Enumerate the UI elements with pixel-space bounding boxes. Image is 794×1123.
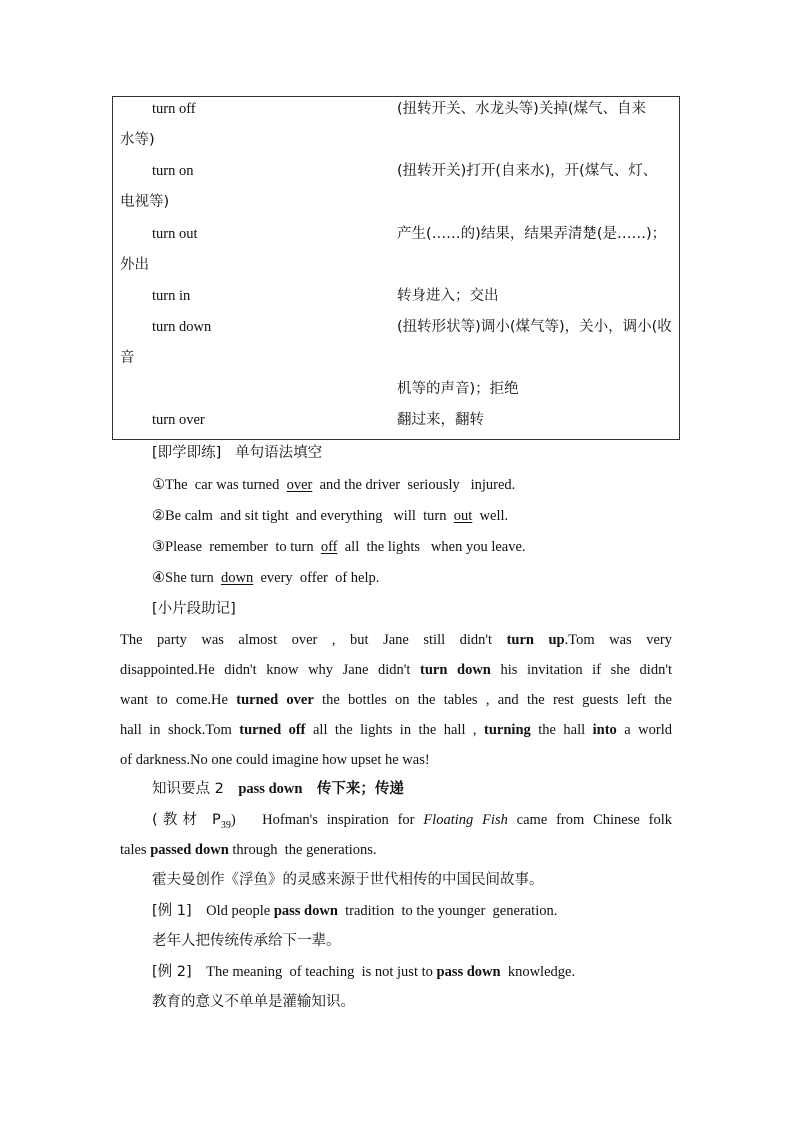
memory-line-4: [120, 720, 672, 740]
meaning-turn-over: 翻过来，翻转: [397, 412, 484, 428]
sentence-text: tales: [120, 842, 151, 858]
practice-answer: off: [320, 539, 338, 555]
memory-text: his invitation if she didn't: [490, 662, 672, 678]
phrase-turn-down: turn down: [152, 319, 212, 335]
point2-textbook-sentence: [152, 810, 672, 836]
example-1-translation: 老年人把传统传承给下一辈。: [152, 933, 341, 949]
practice-heading-tag: [即学即练]: [152, 445, 222, 461]
example-2: [152, 962, 575, 982]
practice-item-text: ④She turn: [152, 570, 221, 586]
practice-heading: [152, 443, 322, 463]
practice-item-text: ②Be calm and sit tight and everything will turn: [152, 508, 454, 524]
textbook-close: ): [230, 812, 236, 828]
phrase-turn-off: turn off: [152, 101, 196, 117]
phrase-turn-in: turn in: [152, 288, 191, 304]
sentence-text: through the generations.: [228, 842, 377, 858]
sentence-text: Hofman's inspiration for: [262, 812, 424, 828]
sentence-phrase: passed down: [150, 842, 229, 858]
practice-heading-text: 单句语法填空: [235, 445, 323, 461]
practice-item-text: every offer of help.: [253, 570, 380, 586]
point2-phrase: pass down: [238, 781, 303, 797]
phrase-turn-on: turn on: [152, 163, 194, 179]
memory-phrase: turn up: [506, 632, 565, 648]
practice-item-text: and the driver seriously injured.: [312, 477, 516, 493]
meaning-turn-on-cont: 电视等): [120, 194, 170, 210]
memory-text: want to come.He: [120, 692, 237, 708]
practice-item-text: all the lights when you leave.: [337, 539, 526, 555]
example-1: [152, 901, 557, 921]
memory-line-3: [120, 690, 672, 710]
textbook-page: 39: [220, 819, 231, 831]
example-tag: [例 2]: [152, 964, 192, 980]
phrase-turn-out: turn out: [152, 226, 198, 242]
meaning-turn-down-cont2: 机等的声音)；拒绝: [397, 381, 519, 397]
point2-meaning: 传下来；传递: [316, 781, 404, 797]
memory-line-1: [120, 630, 672, 650]
example-phrase: pass down: [273, 903, 338, 919]
practice-item-4: [152, 568, 379, 588]
book-title: Floating Fish: [423, 812, 508, 828]
practice-answer: down: [220, 570, 254, 586]
practice-item-text: well.: [472, 508, 509, 524]
phrase-turn-over: turn over: [152, 412, 205, 428]
memory-text: The party was almost over , but Jane still didn't: [120, 632, 507, 648]
meaning-turn-down: (扭转形状等)调小(煤气等)，关小，调小(收: [397, 319, 672, 335]
memory-text: the hall: [530, 722, 593, 738]
example-2-translation: 教育的意义不单单是灌输知识。: [152, 994, 355, 1010]
point2-heading: [152, 779, 404, 799]
memory-phrase: into: [592, 722, 617, 738]
memory-phrase: turn down: [420, 662, 491, 678]
textbook-tag: (教材 P: [152, 812, 221, 828]
memory-text: hall in shock.Tom: [120, 722, 240, 738]
meaning-turn-on: (扭转开关)打开(自来水)，开(煤气、灯、: [397, 163, 658, 179]
memory-text: .Tom was very: [564, 632, 672, 648]
practice-answer: out: [453, 508, 473, 524]
memory-text: the bottles on the tables , and the rest guests left the: [313, 692, 672, 708]
practice-item-3: [152, 537, 526, 557]
example-text: Old people: [206, 903, 274, 919]
memory-line-2: [120, 660, 672, 680]
point2-label: 知识要点 2: [152, 781, 224, 797]
meaning-turn-down-cont: 音: [120, 350, 135, 366]
memory-phrase: turned over: [236, 692, 314, 708]
memory-text: disappointed.He didn't know why Jane didn't: [120, 662, 421, 678]
meaning-turn-out: 产生(……的)结果，结果弄清楚(是……)；: [397, 226, 667, 242]
practice-item-1: [152, 475, 515, 495]
practice-answer: over: [286, 477, 313, 493]
example-text: The meaning of teaching is not just to: [206, 964, 437, 980]
memory-line-5: [120, 750, 672, 770]
example-tag: [例 1]: [152, 903, 192, 919]
memory-text: of darkness.No one could imagine how upset he was!: [120, 752, 430, 768]
practice-item-2: [152, 506, 508, 526]
example-text: tradition to the younger generation.: [337, 903, 558, 919]
meaning-turn-off: (扭转开关、水龙头等)关掉(煤气、自来: [397, 101, 646, 117]
memory-text: a world: [616, 722, 673, 738]
point2-sentence-cont: [120, 840, 377, 860]
memory-heading: [小片段助记]: [152, 601, 236, 617]
phrase-table: [112, 96, 680, 440]
meaning-turn-off-cont: 水等): [120, 132, 155, 148]
example-phrase: pass down: [436, 964, 501, 980]
example-text: knowledge.: [500, 964, 576, 980]
point2-translation: 霍夫曼创作《浮鱼》的灵感来源于世代相传的中国民间故事。: [152, 872, 544, 888]
meaning-turn-out-cont: 外出: [120, 257, 149, 273]
meaning-turn-in: 转身进入；交出: [397, 288, 499, 304]
memory-phrase: turned off: [239, 722, 306, 738]
memory-phrase: turning: [484, 722, 531, 738]
memory-text: all the lights in the hall ,: [305, 722, 485, 738]
practice-item-text: ①The car was turned: [152, 477, 287, 493]
sentence-text: came from Chinese folk: [507, 812, 672, 828]
practice-item-text: ③Please remember to turn: [152, 539, 321, 555]
